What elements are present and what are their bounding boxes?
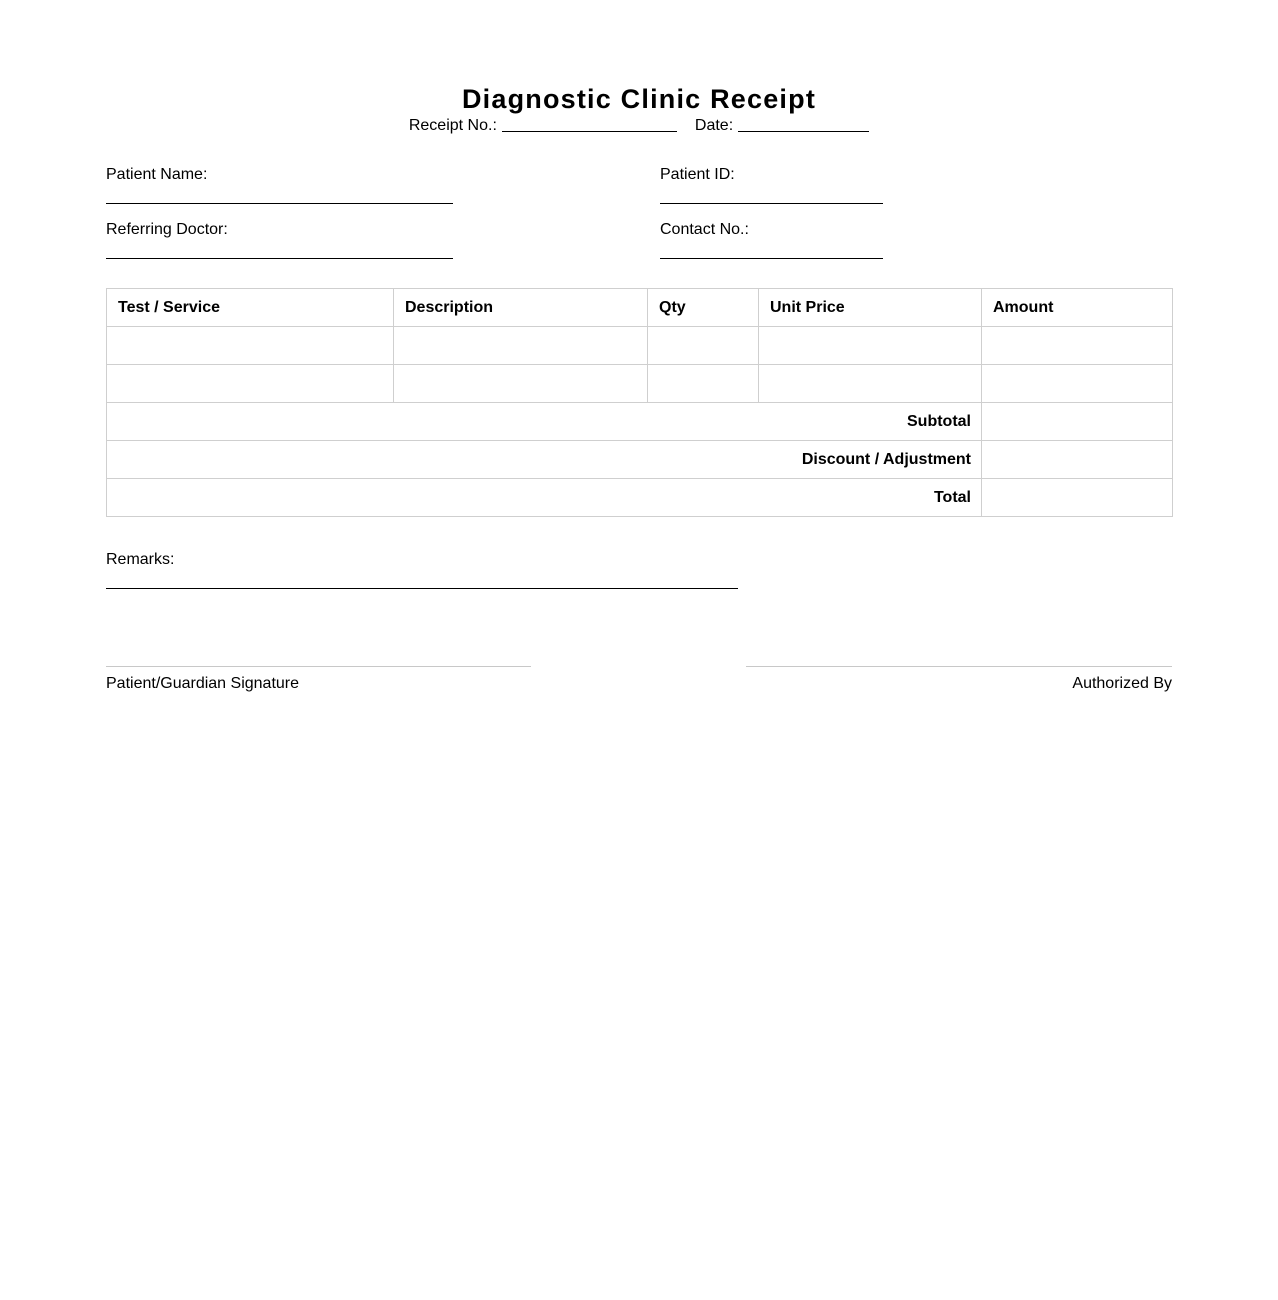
remarks-line[interactable]	[106, 588, 738, 589]
table-row	[107, 365, 1173, 403]
authorized-signature-label: Authorized By	[1072, 675, 1172, 692]
discount-value[interactable]	[982, 441, 1173, 479]
date-blank[interactable]	[738, 117, 869, 132]
cell-qty[interactable]	[648, 365, 759, 403]
cell-amount[interactable]	[982, 365, 1173, 403]
table-header-row	[107, 289, 1173, 327]
contact-no-label: Contact No.:	[660, 221, 749, 238]
discount-label: Discount / Adjustment	[107, 441, 982, 479]
cell-description[interactable]	[394, 365, 648, 403]
receipt-no-label: Receipt No.:	[408, 117, 497, 134]
column-header-description: Description	[394, 289, 648, 327]
receipt-meta	[106, 115, 1172, 136]
total-row	[107, 479, 1173, 517]
cell-test-service[interactable]	[107, 365, 394, 403]
remarks-label: Remarks:	[106, 551, 175, 568]
cell-amount[interactable]	[982, 327, 1173, 365]
patient-id-label: Patient ID:	[660, 166, 735, 183]
cell-unit-price[interactable]	[759, 327, 982, 365]
authorized-signature-line[interactable]	[746, 666, 1172, 667]
patient-name-field	[106, 165, 207, 185]
cell-description[interactable]	[394, 327, 648, 365]
receipt-no-blank[interactable]	[502, 117, 677, 132]
referring-doctor-label: Referring Doctor:	[106, 221, 228, 238]
items-table	[106, 288, 1173, 517]
column-header-unit-price: Unit Price	[759, 289, 982, 327]
total-label: Total	[107, 479, 982, 517]
referring-doctor-field	[106, 220, 228, 240]
discount-row	[107, 441, 1173, 479]
date-label: Date:	[694, 117, 734, 134]
patient-signature-line[interactable]	[106, 666, 531, 667]
contact-no-field	[660, 220, 749, 240]
patient-id-line[interactable]	[660, 203, 883, 204]
patient-signature-label: Patient/Guardian Signature	[106, 675, 300, 692]
contact-no-line[interactable]	[660, 258, 883, 259]
subtotal-value[interactable]	[982, 403, 1173, 441]
column-header-amount: Amount	[982, 289, 1173, 327]
patient-id-field	[660, 165, 735, 185]
patient-name-label: Patient Name:	[106, 166, 208, 183]
subtotal-label: Subtotal	[107, 403, 982, 441]
total-value[interactable]	[982, 479, 1173, 517]
page-title: Diagnostic Clinic Receipt	[461, 84, 817, 114]
referring-doctor-line[interactable]	[106, 258, 453, 259]
cell-qty[interactable]	[648, 327, 759, 365]
patient-name-line[interactable]	[106, 203, 453, 204]
cell-unit-price[interactable]	[759, 365, 982, 403]
table-row	[107, 327, 1173, 365]
cell-test-service[interactable]	[107, 327, 394, 365]
column-header-test-service: Test / Service	[107, 289, 394, 327]
column-header-qty: Qty	[648, 289, 759, 327]
receipt-page	[106, 0, 1172, 1300]
subtotal-row	[107, 403, 1173, 441]
